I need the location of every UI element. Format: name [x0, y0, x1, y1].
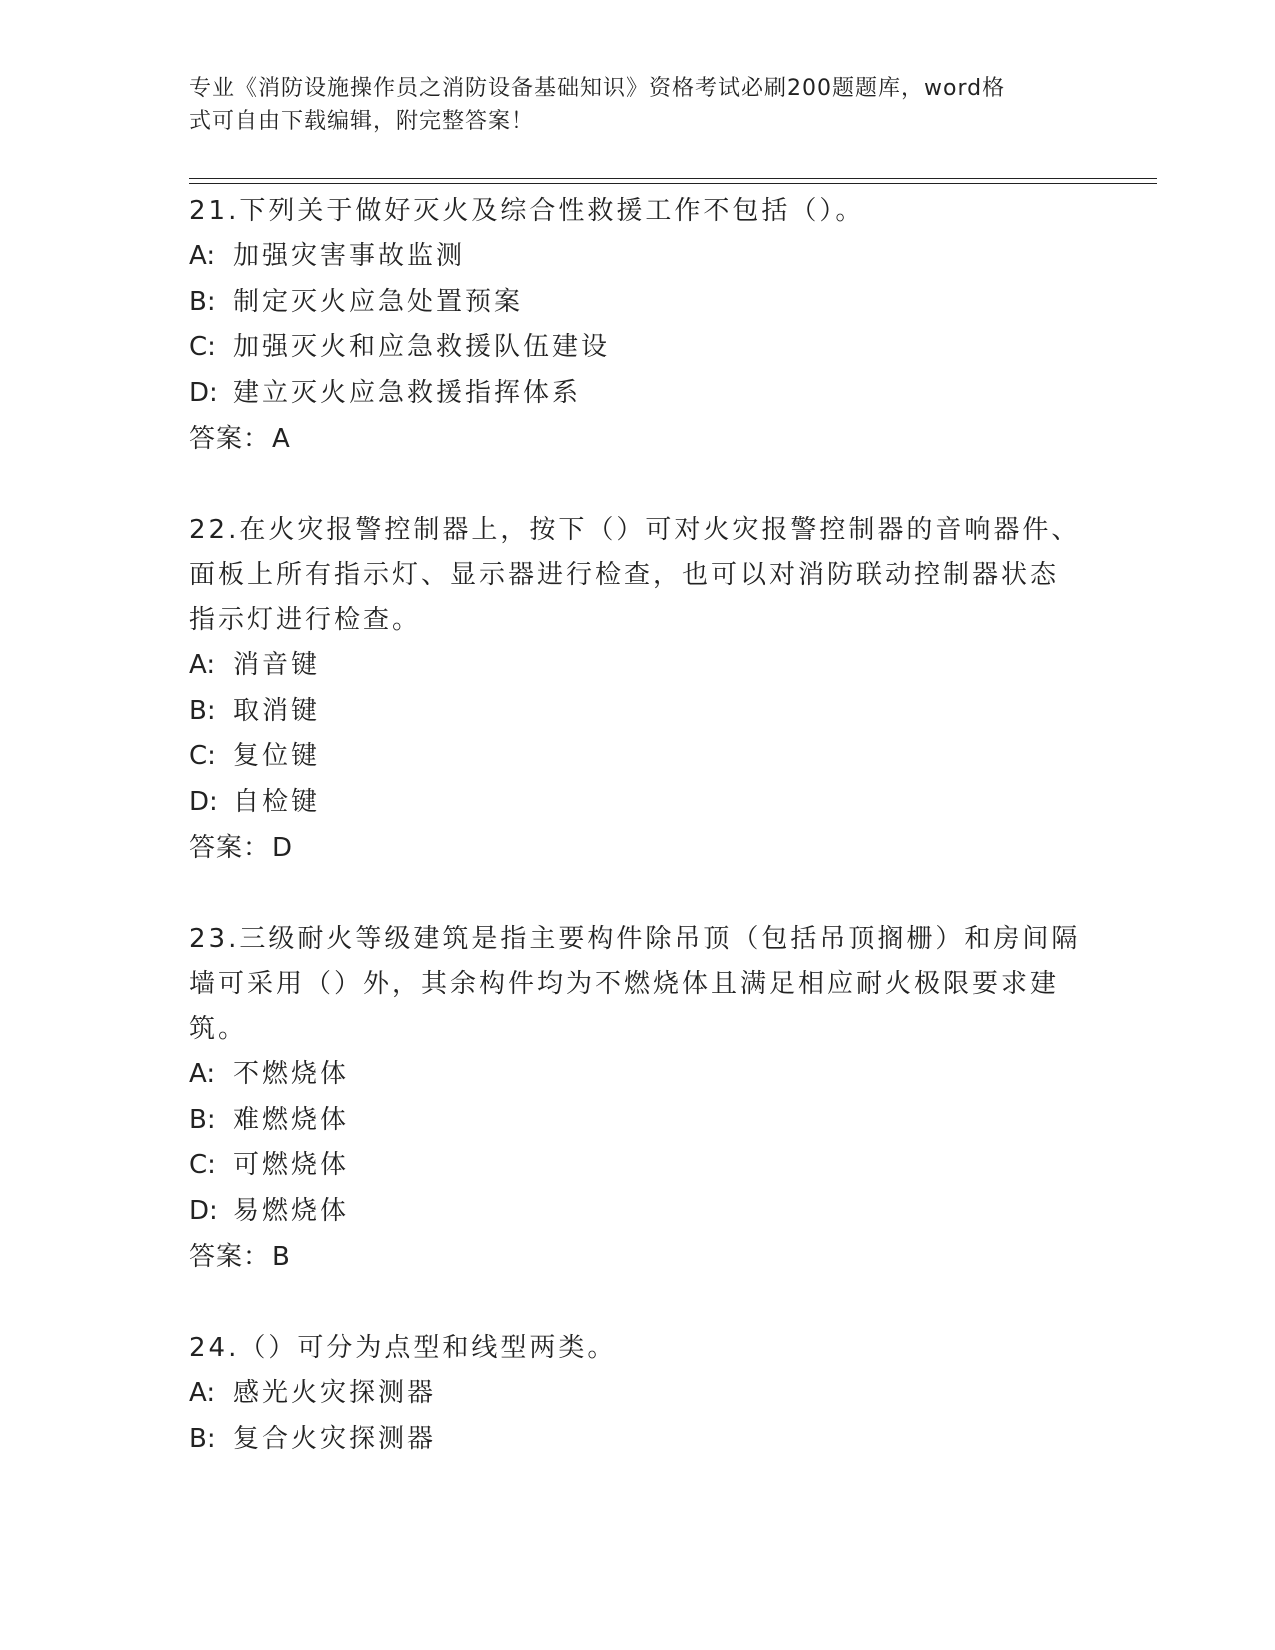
- question-stem-line: 筑。: [189, 1014, 248, 1044]
- answer-value: A: [272, 424, 290, 454]
- answer-label: 答案：: [189, 833, 271, 863]
- option-text: 制定灭火应急处置预案: [233, 286, 524, 317]
- header-line-1: 专业《消防设施操作员之消防设备基础知识》资格考试必刷200题题库，word格: [189, 76, 1006, 101]
- option-text: 不燃烧体: [233, 1059, 350, 1089]
- answer-line: [189, 825, 1089, 871]
- option-d: [189, 780, 1089, 826]
- option-text: 加强灭火和应急救援队伍建设: [233, 332, 611, 362]
- option-text: 加强灾害事故监测: [233, 241, 466, 271]
- question-stem: 24.（）可分为点型和线型两类。: [189, 1333, 617, 1363]
- option-text: 难燃烧体: [233, 1104, 350, 1135]
- answer-value: B: [272, 1242, 290, 1272]
- option-text: 消音键: [233, 650, 321, 680]
- option-text: 复位键: [233, 741, 321, 771]
- option-text: 易燃烧体: [233, 1195, 350, 1226]
- option-text: 复合火灾探测器: [233, 1423, 437, 1454]
- answer-value: D: [272, 833, 293, 863]
- question-list: [189, 189, 1089, 1508]
- option-b: [189, 1417, 1089, 1463]
- option-a: [189, 1371, 1089, 1417]
- question-22: [189, 508, 1089, 871]
- option-b: [189, 280, 1089, 326]
- question-24: [189, 1326, 1089, 1462]
- question-stem-line: 面板上所有指示灯、显示器进行检查，也可以对消防联动控制器状态: [189, 560, 1060, 590]
- option-letter: D:: [189, 786, 218, 817]
- option-letter: C:: [189, 741, 216, 771]
- option-text: 自检键: [233, 786, 321, 817]
- option-c: [189, 325, 1089, 371]
- option-letter: C:: [189, 332, 216, 362]
- question-23: [189, 917, 1089, 1280]
- header-divider-top: [189, 178, 1157, 179]
- option-letter: C:: [189, 1150, 216, 1180]
- option-text: 建立灭火应急救援指挥体系: [233, 377, 582, 408]
- option-letter: A:: [189, 650, 216, 680]
- question-21: [189, 189, 1089, 462]
- option-letter: A:: [189, 1378, 216, 1408]
- option-a: [189, 234, 1089, 280]
- question-stem: 21.下列关于做好灭火及综合性救援工作不包括（）。: [189, 196, 865, 226]
- answer-line: [189, 416, 1089, 462]
- option-letter: B:: [189, 286, 216, 317]
- option-letter: A:: [189, 241, 216, 271]
- option-b: [189, 1098, 1089, 1144]
- answer-label: 答案：: [189, 424, 271, 454]
- document-header: [189, 72, 1069, 138]
- option-text: 可燃烧体: [233, 1150, 350, 1180]
- option-b: [189, 689, 1089, 735]
- option-text: 取消键: [233, 695, 321, 726]
- option-d: [189, 1189, 1089, 1235]
- option-a: [189, 643, 1089, 689]
- option-c: [189, 1143, 1089, 1189]
- question-stem-line: 墙可采用（）外，其余构件均为不燃烧体且满足相应耐火极限要求建: [189, 969, 1060, 999]
- option-letter: A:: [189, 1059, 216, 1089]
- answer-line: [189, 1234, 1089, 1280]
- option-letter: B:: [189, 1104, 216, 1135]
- question-stem-line: 23.三级耐火等级建筑是指主要构件除吊顶（包括吊顶搁栅）和房间隔: [189, 924, 1081, 954]
- option-d: [189, 371, 1089, 417]
- option-letter: B:: [189, 695, 216, 726]
- header-line-2: 式可自由下载编辑，附完整答案！: [189, 109, 535, 134]
- option-letter: D:: [189, 1195, 218, 1226]
- option-a: [189, 1052, 1089, 1098]
- question-stem-line: 指示灯进行检查。: [189, 605, 422, 635]
- option-text: 感光火灾探测器: [233, 1378, 437, 1408]
- option-c: [189, 734, 1089, 780]
- option-letter: B:: [189, 1423, 216, 1454]
- option-letter: D:: [189, 377, 218, 408]
- answer-label: 答案：: [189, 1242, 271, 1272]
- header-divider-bottom: [189, 183, 1157, 184]
- question-stem-line: 22.在火灾报警控制器上，按下（）可对火灾报警控制器的音响器件、: [189, 515, 1081, 545]
